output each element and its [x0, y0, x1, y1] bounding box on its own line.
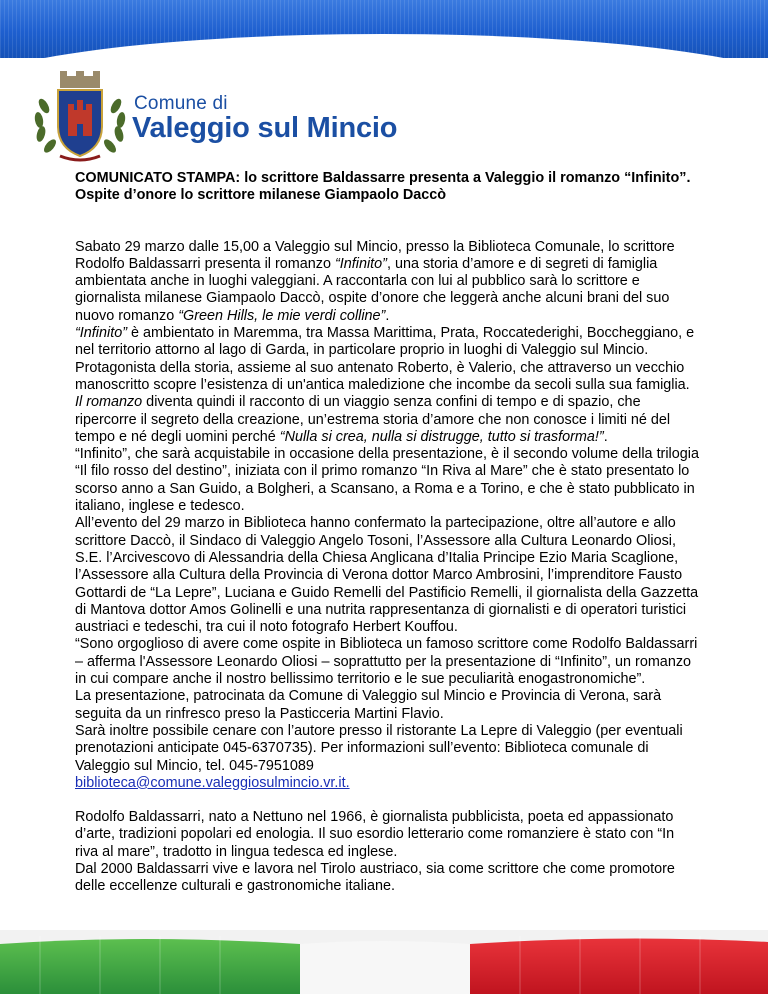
paragraph-quote: “Sono orgoglioso di avere come ospite in Biblioteca un famoso scrittore come Rodolfo Baldassarri – afferma l'Assessore Leonardo Oliosi – soprattutto per la presentazione di “Infinito”, un romanzo in cui compare anche il nostro bellissimo territorio e le sue peculiarità enogastronomiche”. [75, 636, 698, 688]
headline: COMUNICATO STAMPA: lo scrittore Baldassarre presenta a Valeggio il romanzo “Infinito”. Ospite d’onore lo scrittore milanese Giampaolo Daccò [75, 170, 691, 204]
paragraph-info: Sarà inoltre possibile cenare con l’autore presso il ristorante La Lepre di Valeggio (per eventuali prenotazioni anticipate 045-6370735). Per informazioni sull’evento: Biblioteca comunale di Valeggio sul Mincio, tel. 045-7951089 [75, 722, 683, 774]
paragraph-trilogy: “Infinito”, che sarà acquistabile in occasione della presentazione, è il secondo volume della trilogia “Il filo rosso del destino”, iniziata con il primo romanzo “In Riva al Mare” che è stato presentato lo scorso anno a San Guido, a Bolgheri, a Scansano, a Roma e a Torino, e che è stato pubblicato in italiano, inglese e tedesco. [75, 446, 699, 515]
paragraph-bio: Rodolfo Baldassarri, nato a Nettuno nel 1966, è giornalista pubblicista, poeta ed appassionato d’arte, tradizioni popolari ed enologia. Il suo esordio letterario come romanziere è stato con “In riva al mare”, tradotto in lingua tedesca ed inglese. [75, 809, 675, 860]
paragraph-guests: All’evento del 29 marzo in Biblioteca hanno confermato la partecipazione, oltre all’autore e allo scrittore Daccò, il Sindaco di Valeggio Angelo Tosoni, l’Assessore alla Cultura Leonardo Oliosi, S.E. l’Arcivescovo di Alessandria della Chiesa Anglicana d’Italia Principe Ezio Maria Scaglione, l’Assessore alla Cultura della Provincia di Verona dottor Marco Ambrosini, l’imprenditore Fausto Gottardi de “La Lepre”, Luciana e Guido Remelli del Pastificio Remelli, il giornalista della Gazzetta di Mantova dottor Amos Golinelli e una nutrita rappresentanza di giornalisti e di operatori turistici austriaci e tedeschi, tra cui il noto fotografo Herbert Kouffou. [75, 515, 699, 636]
paragraph-bio-2: Dal 2000 Baldassarri vive e lavora nel Tirolo austriaco, sia come scrittore che come promotore delle eccellenze culturali e gastronomiche italiane. [75, 860, 675, 895]
paragraph-patronage: La presentazione, patrocinata da Comune di Valeggio sul Mincio e Provincia di Verona, sarà seguita da un rinfresco preso la Pasticceria Martini Flavio. [75, 688, 662, 722]
email-link[interactable]: biblioteca@comune.valeggiosulmincio.vr.it. [75, 774, 350, 791]
paragraph-event: Sabato 29 marzo dalle 15,00 a Valeggio sul Mincio, presso la Biblioteca Comunale, lo scrittore Rodolfo Baldassarri presenta il romanzo “Infinito”, una storia d’amore e di segreti di famiglia ambientata anche in luoghi valeggiani. A raccontarla con lui al pubblico sarà lo scrittore e giornalista milanese Giampaolo Daccò, ospite d’onore che leggerà anche alcuni brani del suo nuovo romanzo “Green Hills, le mie verdi colline”. [75, 238, 675, 324]
flag-footer-band [0, 930, 768, 994]
paragraph-plot: “Infinito” è ambientato in Maremma, tra Massa Marittima, Prata, Roccatederighi, Boccheggiano, e nel territorio attorno al lago di Garda, in particolare proprio in luoghi di Valeggio sul Mincio. Protagonista della storia, assieme al suo antenato Roberto, è Valerio, che attraverso un vecchio manoscritto scopre l’esistenza di un'antica maledizione che incombe da secoli sulla sua famiglia. Il romanzo diventa quindi il racconto di un viaggio senza confini di tempo e di spazio, che ripercorre il segreto della creazione, un’estrema storia d’amore che non conosce i limiti né del tempo e né degli uomini perché “Nulla si crea, nulla si distrugge, tutto si trasforma!”. [75, 325, 695, 445]
municipal-crest-icon [30, 68, 130, 164]
logo-text-comune: Comune di [134, 93, 228, 114]
header-band [0, 0, 768, 58]
logo-text-municipality: Valeggio sul Mincio [132, 112, 398, 144]
press-release [75, 170, 700, 896]
